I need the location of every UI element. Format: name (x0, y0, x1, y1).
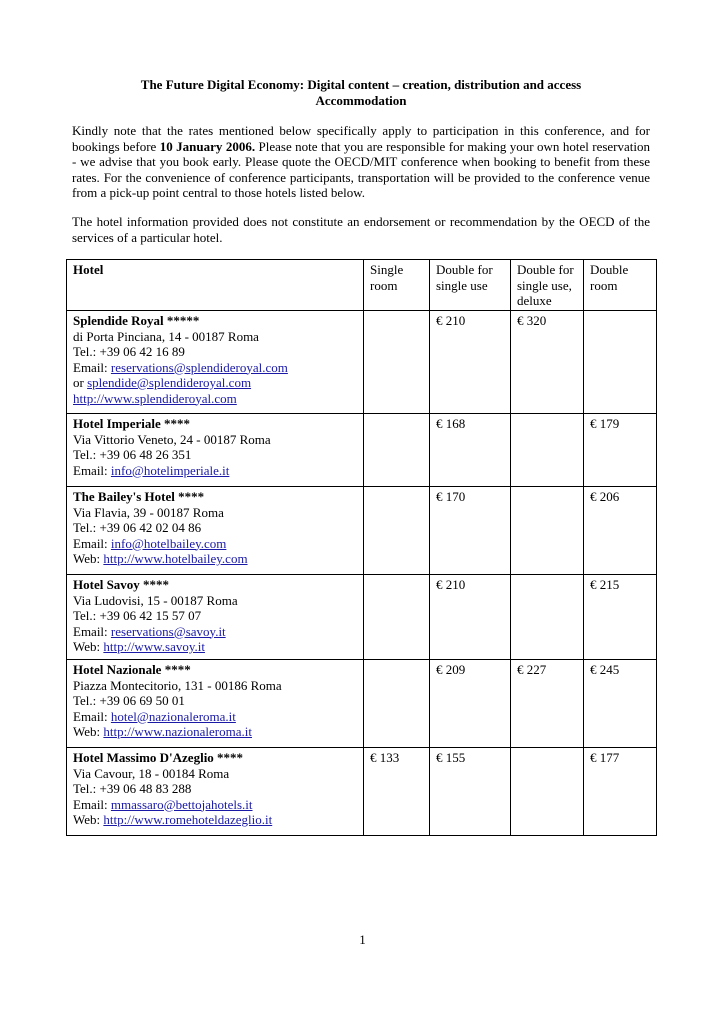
table-header-row (67, 260, 657, 311)
single-room-price (364, 311, 430, 414)
single-room-price (364, 660, 430, 748)
double-single-deluxe-price (511, 487, 584, 575)
table-row (67, 748, 657, 836)
hotel-phone: Tel.: +39 06 48 26 351 (73, 447, 192, 462)
header-single-room: Single room (364, 260, 430, 311)
web-label: Web: (73, 551, 104, 566)
intro-paragraph (72, 123, 650, 201)
intro-text-start: Kindly note that the rates mentioned below specifically apply to participation in this conference, and for bookings before (72, 123, 650, 154)
double-single-use-price: € 209 (430, 660, 511, 748)
hotel-address: Piazza Montecitorio, 131 - 00186 Roma (73, 677, 282, 693)
single-room-price (364, 575, 430, 660)
email-link[interactable]: info@hotelimperiale.it (110, 462, 230, 478)
email-link[interactable]: mmassaro@bettojahotels.it (110, 796, 253, 812)
email-label: Email: (73, 462, 111, 478)
hotel-cell (67, 487, 364, 575)
email-label: Email: (73, 623, 111, 639)
hotel-phone: Tel.: +39 06 42 16 89 (73, 344, 185, 359)
alt-email-prefix: or (73, 375, 88, 390)
double-single-deluxe-price: € 227 (511, 660, 584, 748)
single-room-price: € 133 (364, 748, 430, 836)
website-link[interactable]: http://www.splendideroyal.com (73, 390, 237, 406)
double-single-use-price: € 170 (430, 487, 511, 575)
hotel-name: Hotel Massimo D'Azeglio **** (73, 750, 244, 765)
hotel-name: Hotel Imperiale **** (73, 416, 190, 431)
header-hotel: Hotel (67, 260, 364, 311)
hotel-phone: Tel.: +39 06 69 50 01 (73, 693, 185, 708)
website-link[interactable]: http://www.savoy.it (103, 639, 205, 654)
title-line-2: Accommodation (315, 92, 407, 108)
disclaimer-paragraph: The hotel information provided does not constitute an endorsement or recommendation by the OECD of the services of a particular hotel. (72, 214, 650, 245)
web-label: Web: (73, 639, 104, 654)
header-double-single-deluxe: Double for single use, deluxe (511, 260, 584, 311)
website-link[interactable]: http://www.romehoteldazeglio.it (103, 812, 273, 827)
table-row (67, 414, 657, 487)
double-room-price: € 206 (584, 487, 657, 575)
intro-text-end: Please note that you are responsible for making your own hotel reservation - we advise that you book early. Please quote the OECD/MIT conference when booking to benefit from these rates. For the convenience of conference participants, transportation will be provided to the conference venue from a pick-up point central to those hotels listed below. (72, 138, 651, 201)
email-link[interactable]: info@hotelbailey.com (110, 535, 227, 551)
email-link[interactable]: hotel@nazionaleroma.it (110, 708, 236, 724)
double-single-use-price: € 210 (430, 311, 511, 414)
page-number: 1 (359, 932, 366, 947)
double-room-price: € 245 (584, 660, 657, 748)
web-label: Web: (73, 724, 104, 739)
email-link[interactable]: reservations@splendideroyal.com (110, 359, 288, 375)
hotel-cell (67, 660, 364, 748)
double-single-deluxe-price (511, 414, 584, 487)
email-label: Email: (73, 535, 111, 551)
title-line-1: The Future Digital Economy: Digital content – creation, distribution and access (140, 77, 582, 92)
email-label: Email: (73, 708, 111, 724)
alt-email-link[interactable]: splendide@splendideroyal.com (87, 375, 252, 390)
hotel-phone: Tel.: +39 06 48 83 288 (73, 781, 192, 796)
hotel-cell (67, 748, 364, 836)
double-single-deluxe-price (511, 748, 584, 836)
table-row (67, 660, 657, 748)
hotel-rates-table (66, 259, 657, 836)
website-link[interactable]: http://www.hotelbailey.com (103, 551, 248, 566)
table-row (67, 487, 657, 575)
double-room-price: € 215 (584, 575, 657, 660)
document-title (72, 77, 650, 108)
double-room-price: € 177 (584, 748, 657, 836)
hotel-name: The Bailey's Hotel **** (73, 489, 205, 504)
hotel-address: Via Ludovisi, 15 - 00187 Roma (73, 592, 238, 608)
double-single-use-price: € 210 (430, 575, 511, 660)
hotel-cell (67, 311, 364, 414)
double-single-use-price: € 155 (430, 748, 511, 836)
hotel-address: Via Vittorio Veneto, 24 - 00187 Roma (73, 431, 271, 447)
hotel-address: Via Cavour, 18 - 00184 Roma (73, 765, 230, 781)
hotel-phone: Tel.: +39 06 42 02 04 86 (73, 520, 202, 535)
website-link[interactable]: http://www.nazionaleroma.it (103, 724, 252, 739)
double-single-deluxe-price: € 320 (511, 311, 584, 414)
single-room-price (364, 414, 430, 487)
email-label: Email: (73, 359, 111, 375)
header-double-single-use: Double for single use (430, 260, 511, 311)
header-double-room: Double room (584, 260, 657, 311)
hotel-name: Hotel Savoy **** (73, 577, 170, 592)
hotel-name: Hotel Nazionale **** (73, 662, 191, 677)
double-single-use-price: € 168 (430, 414, 511, 487)
hotel-name: Splendide Royal ***** (73, 313, 200, 328)
table-row (67, 575, 657, 660)
table-row (67, 311, 657, 414)
hotel-address: Via Flavia, 39 - 00187 Roma (73, 504, 224, 520)
hotel-cell (67, 575, 364, 660)
email-link[interactable]: reservations@savoy.it (110, 623, 226, 639)
double-room-price: € 179 (584, 414, 657, 487)
double-room-price (584, 311, 657, 414)
single-room-price (364, 487, 430, 575)
hotel-address: di Porta Pinciana, 14 - 00187 Roma (73, 328, 259, 344)
hotel-cell (67, 414, 364, 487)
hotel-phone: Tel.: +39 06 42 15 57 07 (73, 608, 202, 623)
email-label: Email: (73, 796, 111, 812)
double-single-deluxe-price (511, 575, 584, 660)
web-label: Web: (73, 812, 104, 827)
deadline-date: 10 January 2006. (159, 138, 256, 154)
